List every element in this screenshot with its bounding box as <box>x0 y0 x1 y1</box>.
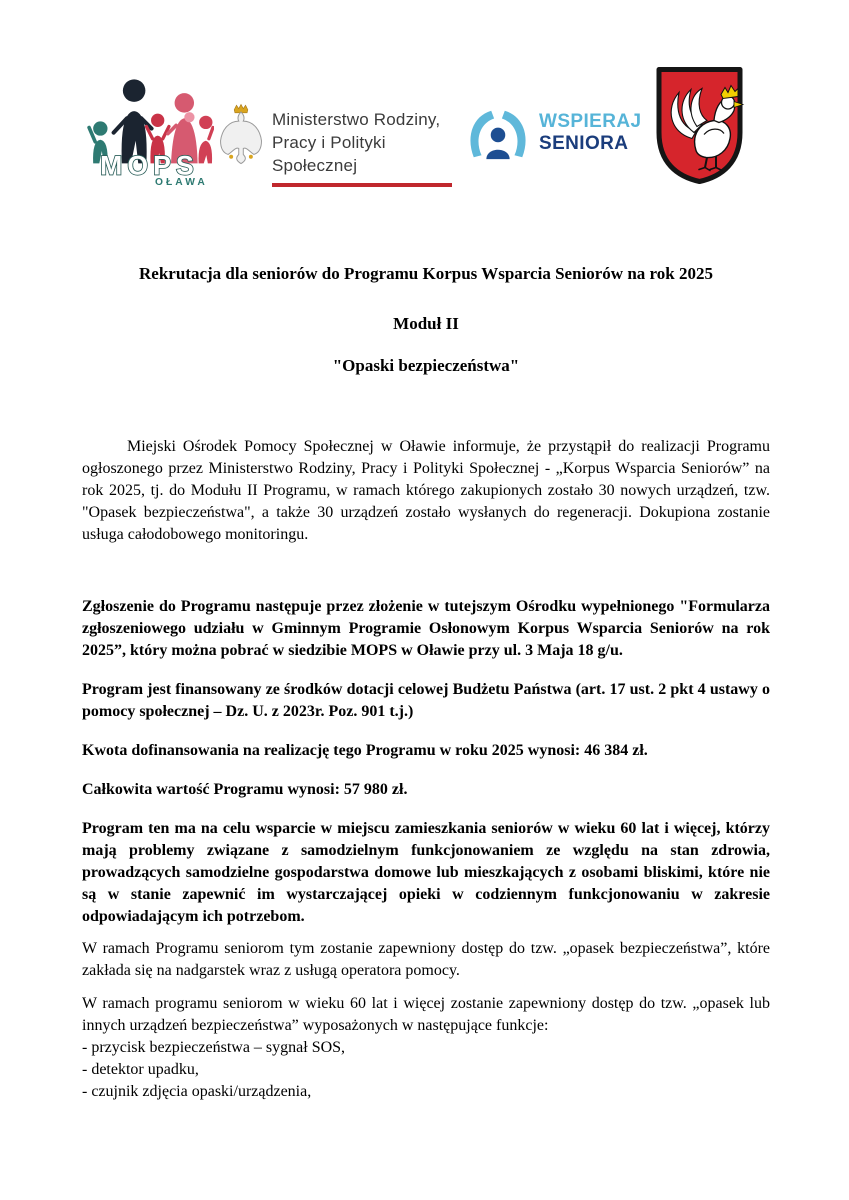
polish-eagle-icon <box>216 96 263 172</box>
mops-wordmark: MOPS <box>100 150 199 181</box>
paragraph-zgloszenie: Zgłoszenie do Programu następuje przez złożenie w tutejszym Ośrodku wypełnionego "Formularza zgłoszeniowego udziału w Gminnym Programie Osłonowym Korpus Wsparcia Seniorów na rok 2025”, który można pobrać w siedzibie MOPS w Oławie przy ul. 3 Maja 18 g/u. <box>82 598 770 659</box>
wspieraj-seniora-logo <box>466 100 642 166</box>
ministry-text-block <box>272 96 452 187</box>
paragraph-kwota: Kwota dofinansowania na realizację tego Programu w roku 2025 wynosi: 46 384 zł. <box>82 742 648 759</box>
paragraph-finansowanie: Program jest finansowany ze środków dotacji celowej Budżetu Państwa (art. 17 ust. 2 pkt 4 ustawy o pomocy społecznej – Dz. U. z 2023r. Poz. 901 t.j.) <box>82 681 770 720</box>
ministry-name-line1: Ministerstwo Rodziny, <box>272 110 441 129</box>
mops-olawa-logo <box>86 68 214 188</box>
rooster-crest-icon <box>652 62 747 188</box>
ministry-name-line2: Pracy i Polityki Społecznej <box>272 133 386 175</box>
subtitle-module: Moduł II <box>393 314 459 333</box>
family-figures-icon <box>86 68 214 188</box>
features-list <box>82 1037 770 1103</box>
seniora-word: SENIORA <box>539 133 629 154</box>
paragraph-calkowita: Całkowita wartość Programu wynosi: 57 980 zł. <box>82 781 408 798</box>
wspieraj-word: WSPIERAJ <box>539 111 642 132</box>
list-item: - przycisk bezpieczeństwa – sygnał SOS, <box>82 1039 346 1056</box>
paragraph-funkcje: W ramach programu seniorom w wieku 60 lat i więcej zostanie zapewniony dostęp do tzw. „opasek lub innych urządzeń bezpieczeństwa” wyposażonych w następujące funkcje: <box>82 995 770 1034</box>
olawa-coat-of-arms <box>652 62 747 188</box>
ministry-logo <box>216 96 452 180</box>
paragraph-opaski: W ramach Programu seniorom tym zostanie zapewniony dostęp do tzw. „opasek bezpieczeństwa”, które zakłada się na nadgarstek wraz z usługą operatora pomocy. <box>82 940 770 979</box>
document-content <box>82 264 770 1103</box>
subtitle-opaski: "Opaski bezpieczeństwa" <box>332 356 520 375</box>
ministry-red-rule <box>272 183 452 187</box>
list-item: - czujnik zdjęcia opaski/urządzenia, <box>82 1083 312 1100</box>
paragraph-cel: Program ten ma na celu wsparcie w miejscu zamieszkania seniorów w wieku 60 lat i więcej, którzy mają problemy związane z samodzielnym funkcjonowaniem ze względu na stan zdrowia, prowadzących samodzielne gospodarstwa domowe lub mieszkających z osobami bliskimi, które nie są w stanie zapewnić im wystarczającej opieki w codziennym funkcjonowaniu w zakresie odpowiadającym ich potrzebom. <box>82 820 770 925</box>
page-title: Rekrutacja dla seniorów do Programu Korpus Wsparcia Seniorów na rok 2025 <box>139 264 713 283</box>
wspieraj-text-block <box>539 111 641 155</box>
supporting-hands-icon <box>466 104 530 162</box>
mops-city-label: OŁAWA <box>154 176 208 188</box>
list-item: - detektor upadku, <box>82 1061 199 1078</box>
paragraph-intro: Miejski Ośrodek Pomocy Społecznej w Oławie informuje, że przystąpił do realizacji Programu ogłoszonego przez Ministerstwo Rodziny, Pracy i Polityki Społecznej - „Korpus Wsparcia Seniorów” na rok 2025, tj. do Modułu II Programu, w ramach którego zakupionych zostało 30 nowych urządzeń, tzw. "Opasek bezpieczeństwa", a także 30 urządzeń zostało wysłanych do regeneracji. Dokupiona zostanie usługa całodobowego monitoringu. <box>82 438 770 543</box>
